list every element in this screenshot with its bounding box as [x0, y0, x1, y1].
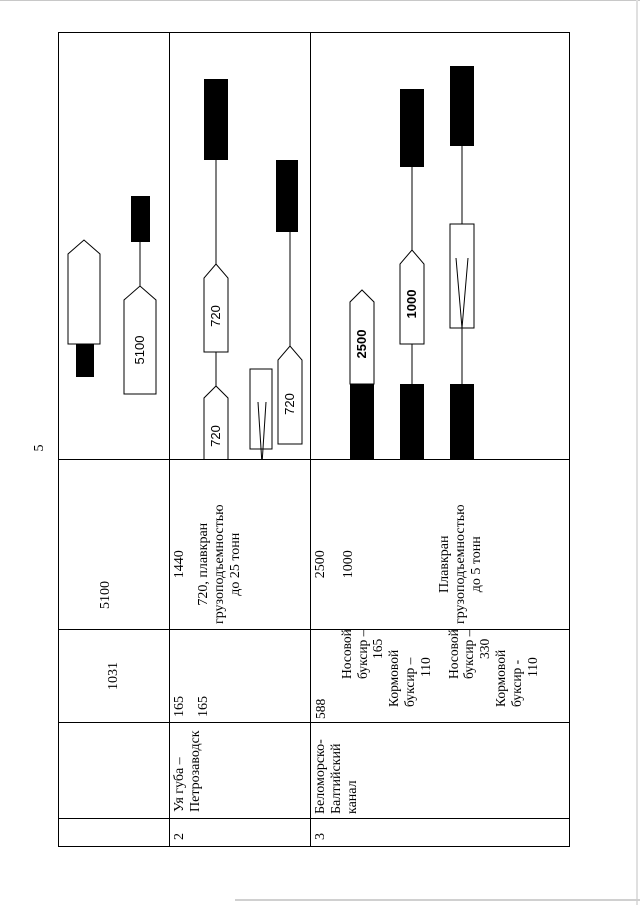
row2-composition-cell [169, 459, 310, 629]
convoy-diagrams [58, 32, 570, 459]
row2-lead-tug [204, 79, 228, 160]
row3-composition: 2500 1000 Плавкран грузоподъемностью до 5 тонн [313, 504, 484, 624]
row3-barge-2500-label: 2500 [354, 329, 369, 359]
row3-num-cell [310, 818, 569, 846]
row2-barge-c-label: 720 [282, 393, 297, 415]
row3-stern-tug-a [350, 384, 374, 459]
row1-distance: 1031 [105, 661, 121, 690]
row3-number: 3 [313, 833, 328, 840]
row1-convoy-diagram [68, 196, 156, 394]
row3-distance: 588 Носовой буксир – 165 Кормовой буксир – 110 Носовой буксир – 330 Кормовой буксир - 110 [313, 629, 540, 719]
row2-number: 2 [172, 833, 187, 840]
row2-distance: 165 165 [172, 696, 211, 717]
row2-route-cell [169, 722, 310, 818]
row1-composition: 5100 [98, 581, 113, 609]
row3-convoy-diagram [350, 66, 474, 459]
row3-stern-tug-c [450, 384, 474, 459]
row2-second-tug [276, 160, 298, 232]
row1-barge-label: 5100 [132, 335, 147, 365]
row3-composition-cell [310, 459, 569, 629]
row3-route-cell [310, 722, 569, 818]
row2-barge-a-label: 720 [208, 425, 223, 447]
row2-barge-a [204, 386, 228, 459]
row3-barge-1000-label: 1000 [404, 289, 419, 319]
page-number: 5 [32, 444, 47, 452]
row1-lead-tug [131, 196, 150, 242]
row3-lead-tug-b [400, 89, 424, 167]
row3-stern-tug-b [400, 384, 424, 459]
scan-edge-bottom [235, 899, 640, 901]
row2-convoy-diagram [204, 79, 302, 459]
row3-distance-cell [310, 629, 569, 722]
row2-num-cell [169, 818, 310, 846]
row2-composition: 1440 720, плавкран грузоподъемностью до 25 тонн [172, 504, 243, 624]
table-border-bottom [58, 846, 570, 847]
row3-floating-crane [450, 224, 474, 328]
row3-lead-tug-c [450, 66, 474, 146]
row1-distance-cell [58, 629, 169, 722]
scan-edge-top [0, 0, 640, 1]
row2-route: Уя губа – Петрозаводск [172, 730, 203, 812]
row2-floating-crane [250, 369, 272, 449]
scan-edge-right [636, 0, 638, 905]
row2-barge-b-label: 720 [208, 305, 223, 327]
row1-pusher-tug [68, 240, 100, 344]
row2-distance-cell [169, 629, 310, 722]
row3-route: Беломорско- Балтийский канал [313, 739, 360, 814]
row1-stern-block [76, 344, 94, 377]
route-table [58, 32, 570, 847]
row1-composition-cell [58, 459, 169, 629]
